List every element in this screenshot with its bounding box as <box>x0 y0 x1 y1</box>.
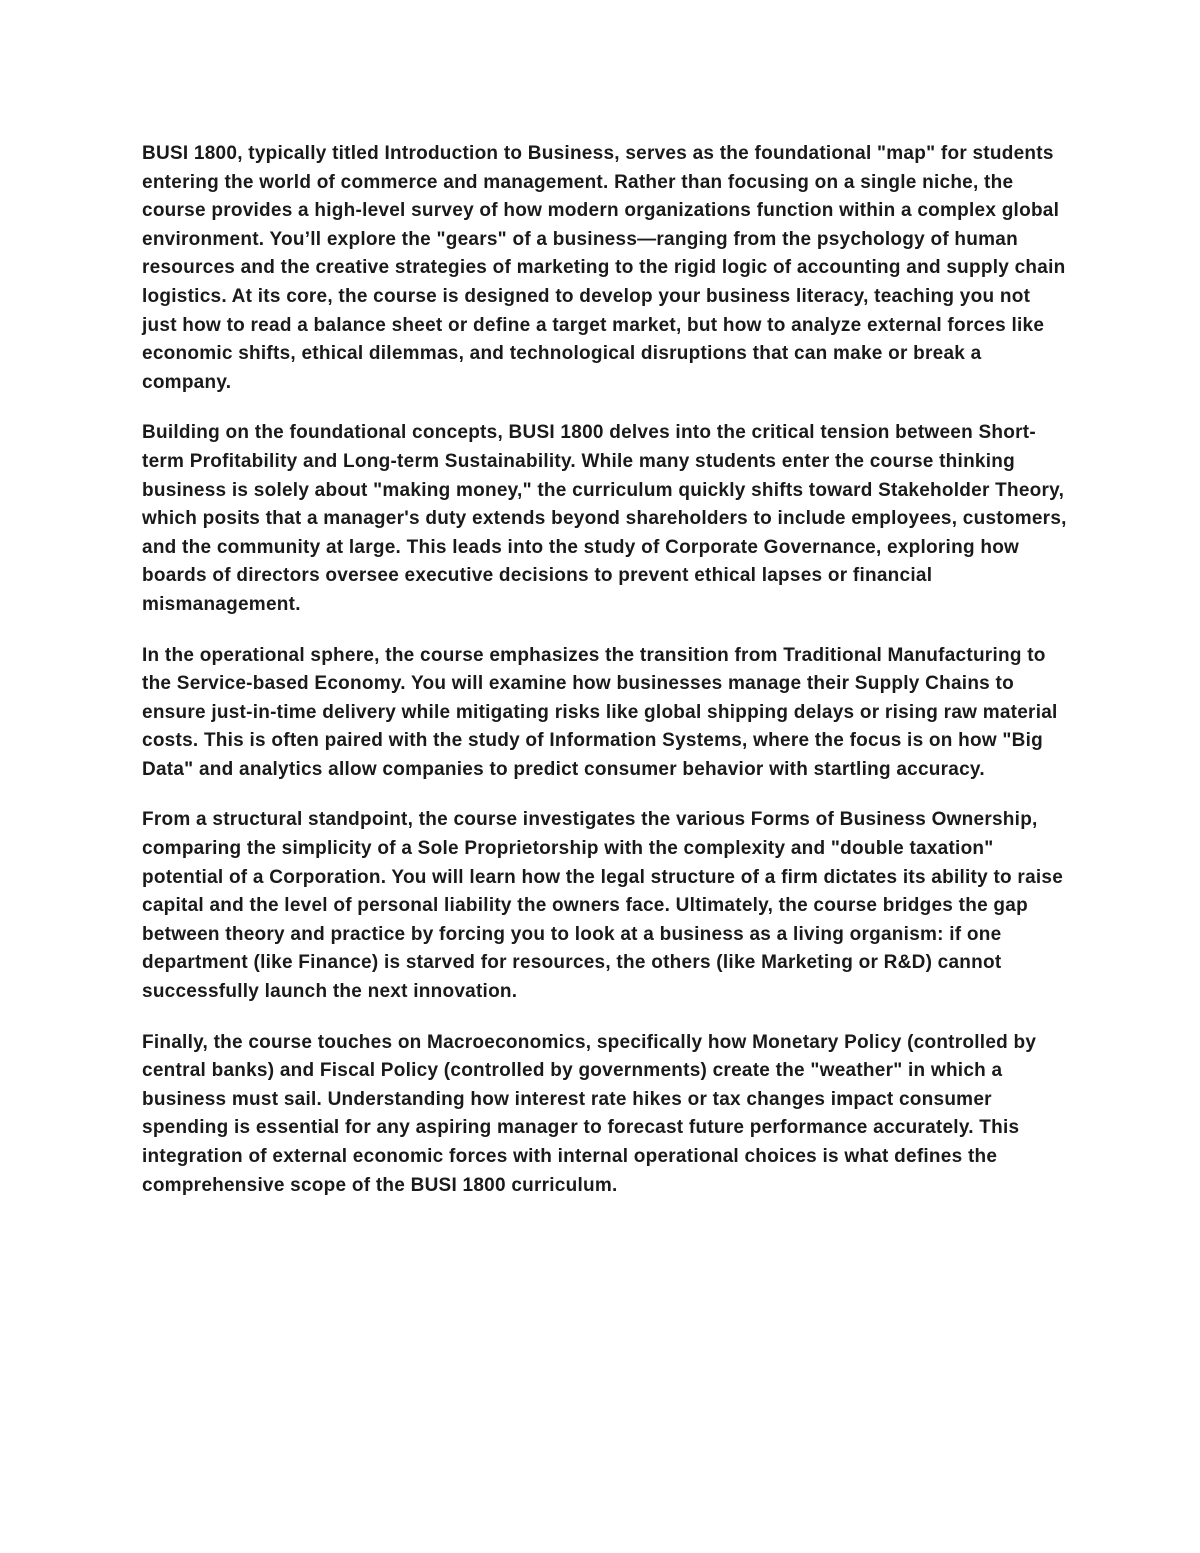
paragraph-business-ownership: From a structural standpoint, the course investigates the various Forms of Business Ownership, comparing the simplicity of a Sole Proprietorship with the complexity and "double taxation" potential of a Corporation. You will learn how the legal structure of a firm dictates its ability to raise capital and the level of personal liability the owners face. Ultimately, the course bridges the gap between theory and practice by forcing you to look at a business as a living organism: if one department (like Finance) is starved for resources, the others (like Marketing or R&D) cannot successfully launch the next innovation. <box>142 809 1064 1003</box>
paragraph-profitability-sustainability: Building on the foundational concepts, BUSI 1800 delves into the critical tension between Short-term Profitability and Long-term Sustainability. While many students enter the course thinking business is solely about "making money," the curriculum quickly shifts toward Stakeholder Theory, which posits that a manager's duty extends beyond shareholders to include employees, customers, and the community at large. This leads into the study of Corporate Governance, exploring how boards of directors oversee executive decisions to prevent ethical lapses or financial mismanagement. <box>142 422 1067 615</box>
paragraph-course-overview: BUSI 1800, typically titled Introduction to Business, serves as the foundational "map" for students entering the world of commerce and management. Rather than focusing on a single niche, the course provides a high-level survey of how modern organizations function within a complex global environment. You’ll explore the "gears" of a business—ranging from the psychology of human resources and the creative strategies of marketing to the rigid logic of accounting and supply chain logistics. At its core, the course is designed to develop your business literacy, teaching you not just how to read a balance sheet or define a target market, but how to analyze external forces like economic shifts, ethical dilemmas, and technological disruptions that can make or break a company. <box>142 143 1066 393</box>
paragraph-operational-sphere: In the operational sphere, the course emphasizes the transition from Traditional Manufacturing to the Service-based Economy. You will examine how businesses manage their Supply Chains to ensure just-in-time delivery while mitigating risks like global shipping delays or rising raw material costs. This is often paired with the study of Information Systems, where the focus is on how "Big Data" and analytics allow companies to predict consumer behavior with startling accuracy. <box>142 644 1058 780</box>
document-body <box>142 140 1067 1222</box>
paragraph-macroeconomics: Finally, the course touches on Macroeconomics, specifically how Monetary Policy (controlled by central banks) and Fiscal Policy (controlled by governments) create the "weather" in which a business must sail. Understanding how interest rate hikes or tax changes impact consumer spending is essential for any aspiring manager to forecast future performance accurately. This integration of external economic forces with internal operational choices is what defines the comprehensive scope of the BUSI 1800 curriculum. <box>142 1031 1037 1196</box>
